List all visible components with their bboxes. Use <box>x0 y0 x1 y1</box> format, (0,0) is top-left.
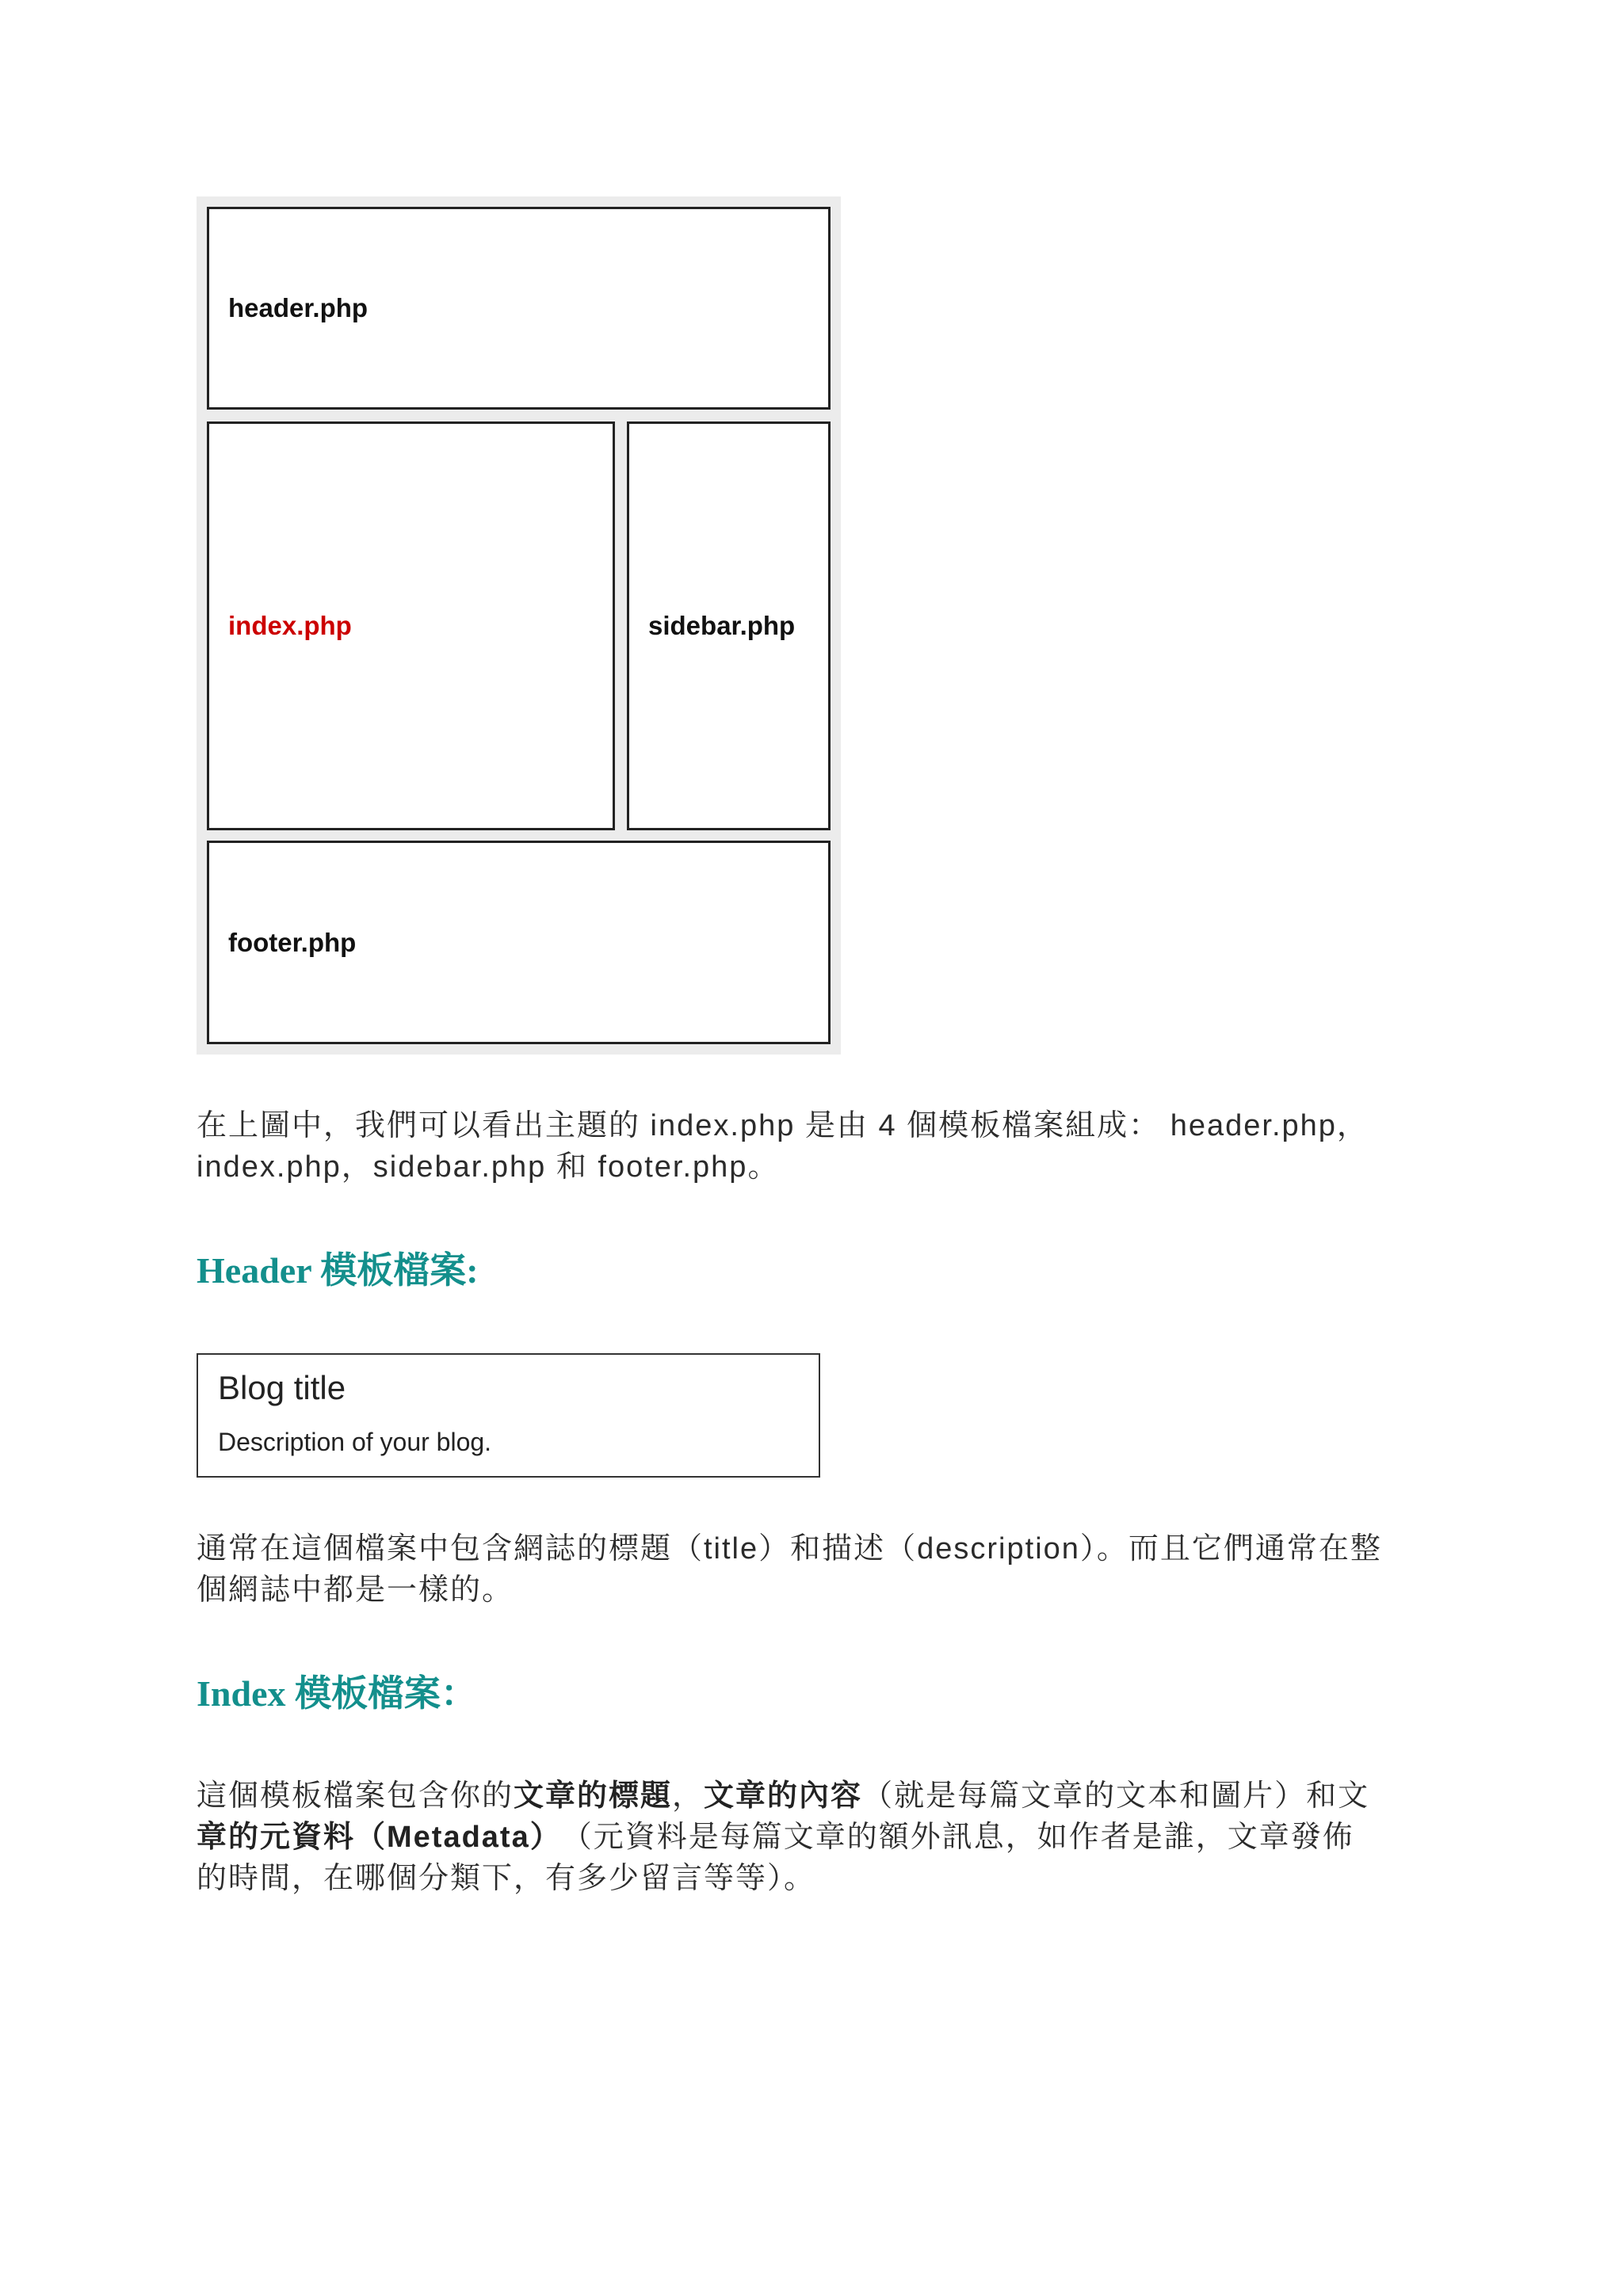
text-segment: index.php，sidebar.php 和 footer.php。 <box>197 1150 780 1184</box>
footer-template-box <box>207 841 831 1044</box>
index-template-label: index.php <box>228 611 352 640</box>
emphasis-text: 章的元資料（Metadata） <box>197 1821 562 1854</box>
text-line <box>197 1858 1369 1899</box>
text-line <box>197 1775 1369 1817</box>
header-section-paragraph <box>197 1528 1382 1611</box>
header-template-box <box>207 207 831 410</box>
index-template-box <box>207 421 615 830</box>
text-segment: 在上圖中，我們可以看出主題的 index.php 是由 4 個模板檔案組成： header.php， <box>197 1109 1369 1142</box>
emphasis-text: 文章的內容 <box>704 1779 863 1813</box>
index-section-paragraph <box>197 1775 1369 1899</box>
text-segment: （元資料是每篇文章的額外訊息，如作者是誰，文章發佈 <box>561 1821 1354 1854</box>
text-line <box>197 1817 1369 1858</box>
intro-paragraph <box>197 1105 1369 1188</box>
text-segment: 這個模板檔案包含你的 <box>197 1779 514 1813</box>
theme-layout-diagram <box>197 196 841 1055</box>
emphasis-text: 文章的標題 <box>514 1779 673 1813</box>
text-line <box>197 1528 1382 1569</box>
sidebar-template-box <box>627 421 831 830</box>
index-section-heading: Index 模板檔案： <box>197 1673 477 1714</box>
text-segment: 通常在這個檔案中包含網誌的標題（title）和描述（description）。而且它們通常在整 <box>197 1532 1382 1566</box>
blog-description-example: Description of your blog. <box>218 1428 492 1456</box>
header-template-label: header.php <box>228 293 369 322</box>
text-line <box>197 1105 1369 1146</box>
text-line <box>197 1569 1382 1611</box>
text-line <box>197 1146 1369 1188</box>
text-segment: 的時間，在哪個分類下，有多少留言等等）。 <box>197 1862 816 1895</box>
text-segment: 個網誌中都是一樣的。 <box>197 1573 514 1607</box>
footer-template-label: footer.php <box>228 927 357 957</box>
sidebar-template-label: sidebar.php <box>648 611 796 640</box>
blog-header-example <box>197 1353 820 1478</box>
text-segment: （就是每篇文章的文本和圖片）和文 <box>862 1779 1370 1813</box>
blog-title-example: Blog title <box>218 1369 346 1406</box>
header-section-heading: Header 模板檔案: <box>197 1250 479 1291</box>
text-segment: ， <box>672 1779 705 1813</box>
